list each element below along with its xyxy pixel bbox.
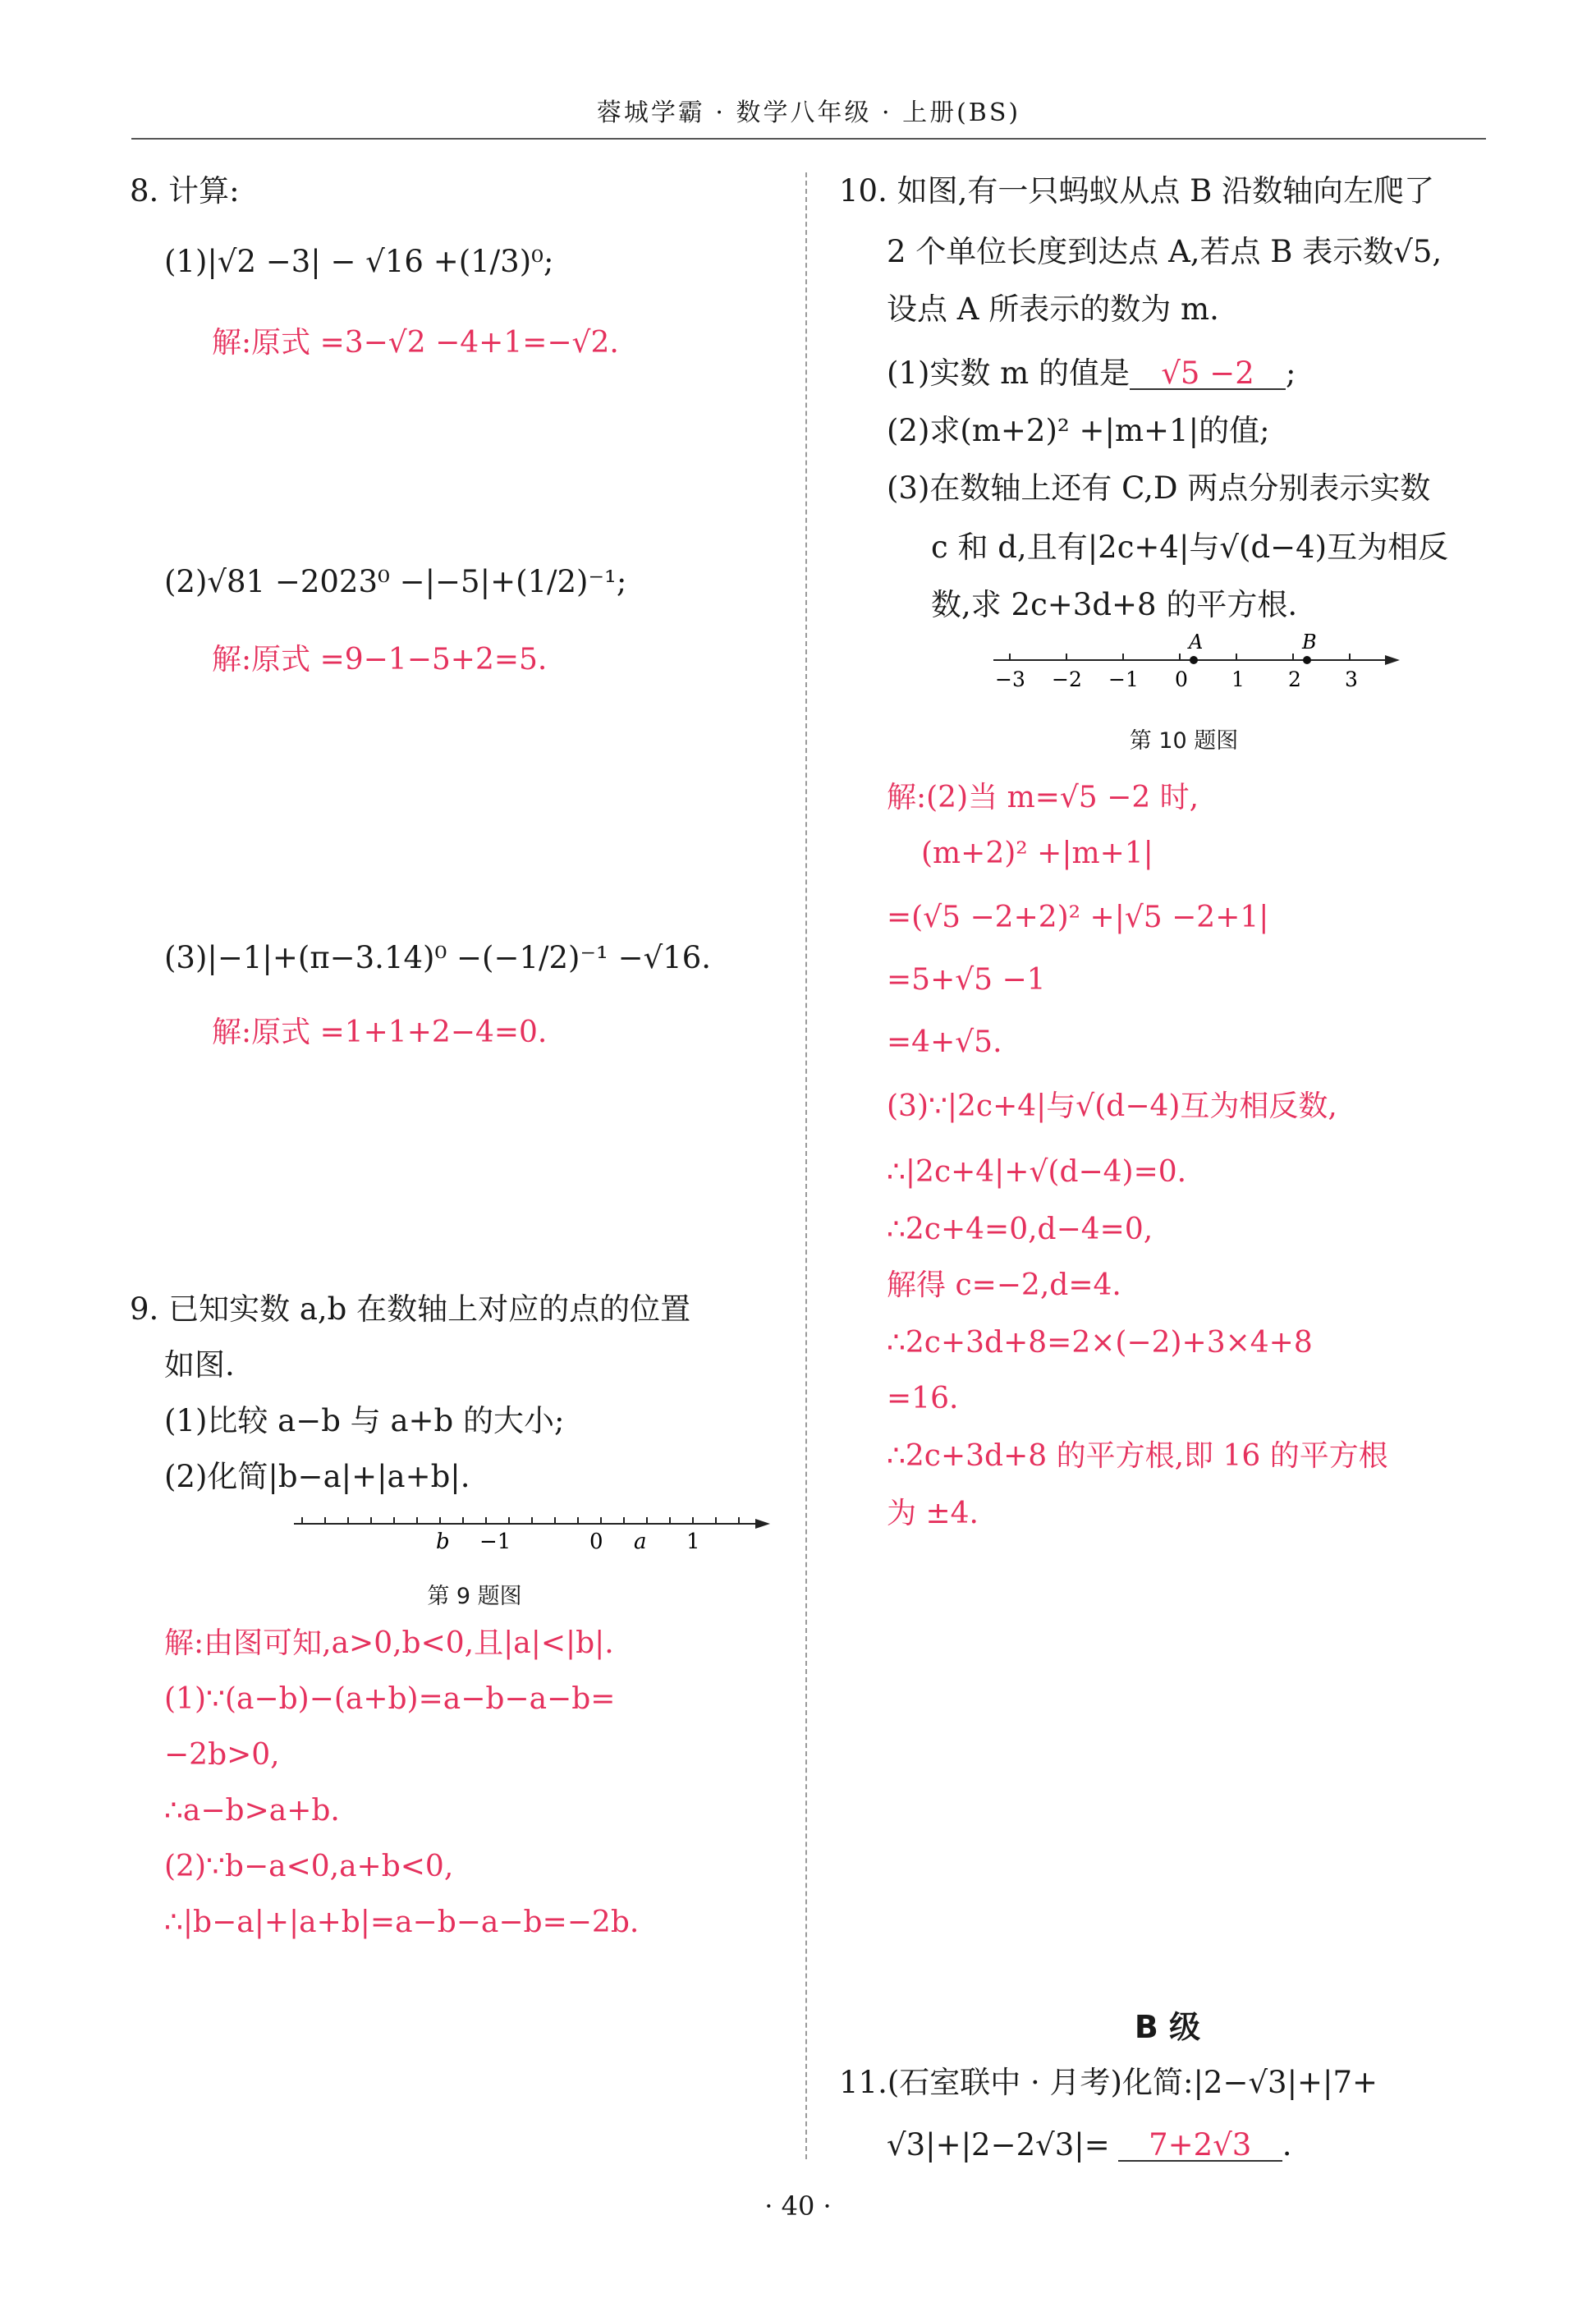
q10-part1-answer: √5 −2: [1161, 355, 1254, 391]
q10-axis-label-3: 3: [1345, 667, 1358, 691]
q10-axis-label-neg2: −2: [1052, 667, 1082, 691]
q10-axis-label-0: 0: [1175, 667, 1188, 691]
q11-prompt: √3|+|2−2√3|=: [887, 2127, 1110, 2163]
q10-part3-line2: c 和 d,且有|2c+4|与√(d−4)互为相反: [931, 530, 1449, 565]
q10-answer-line7: ∴|2c+4|+√(d−4)=0.: [887, 1155, 1187, 1189]
q9-answer-line2: (1)∵(a−b)−(a+b)=a−b−a−b=: [164, 1682, 616, 1716]
q10-answer-line1: 解:(2)当 m=√5 −2 时,: [887, 781, 1199, 814]
q10-answer-line13: 为 ±4.: [887, 1497, 979, 1530]
q10-part3-line3: 数,求 2c+3d+8 的平方根.: [931, 587, 1298, 622]
q10-answer-line8: ∴2c+4=0,d−4=0,: [887, 1213, 1153, 1246]
q10-axis-label-neg1: −1: [1108, 667, 1139, 691]
q10-axis-label-neg3: −3: [995, 667, 1025, 691]
q10-answer-line3: =(√5 −2+2)² +|√5 −2+1|: [887, 901, 1269, 934]
q9-answer-line5: (2)∵b−a<0,a+b<0,: [164, 1850, 454, 1883]
q10-axis-label-1: 1: [1231, 667, 1245, 691]
q10-answer-line4: =5+√5 −1: [887, 963, 1046, 997]
q10-part1-prompt: (1)实数 m 的值是: [887, 355, 1130, 391]
column-divider: [805, 172, 807, 2159]
q10-answer-line6: (3)∵|2c+4|与√(d−4)互为相反数,: [887, 1089, 1337, 1123]
q10-line2: 2 个单位长度到达点 A,若点 B 表示数√5,: [887, 234, 1442, 269]
q10-answer-line11: =16.: [887, 1382, 959, 1415]
q9-axis-label-neg1: −1: [479, 1530, 511, 1554]
q10-line3: 设点 A 所表示的数为 m.: [887, 291, 1219, 327]
q10-answer-line9: 解得 c=−2,d=4.: [887, 1268, 1121, 1302]
q10-part2: (2)求(m+2)² +|m+1|的值;: [887, 413, 1270, 448]
q8-part3: (3)|−1|+(π−3.14)⁰ −(−1/2)⁻¹ −√16.: [164, 940, 712, 975]
q10-part3-line1: (3)在数轴上还有 C,D 两点分别表示实数: [887, 470, 1431, 506]
q9-axis-label-1: 1: [686, 1530, 700, 1554]
q9-axis-label-0: 0: [589, 1530, 603, 1554]
q9-line3: (1)比较 a−b 与 a+b 的大小;: [164, 1403, 565, 1438]
q9-number-line: [286, 1507, 778, 1565]
q9-answer-line3: −2b>0,: [164, 1738, 280, 1772]
q8-answer3: 解:原式 =1+1+2−4=0.: [212, 1016, 548, 1049]
level-b-heading: B 级: [1134, 2009, 1201, 2045]
q10-figure-caption: 第 10 题图: [1129, 728, 1239, 754]
q9-line1: 9. 已知实数 a,b 在数轴上对应的点的位置: [130, 1291, 691, 1327]
q10-number-line: [985, 634, 1412, 699]
page-number: · 40 ·: [764, 2190, 832, 2222]
q10-point-label-b: B: [1302, 634, 1317, 654]
q10-answer-line12: ∴2c+3d+8 的平方根,即 16 的平方根: [887, 1439, 1388, 1473]
q9-answer-line4: ∴a−b>a+b.: [164, 1794, 340, 1828]
q11-end: .: [1282, 2127, 1292, 2163]
q9-line4: (2)化简|b−a|+|a+b|.: [164, 1459, 470, 1494]
q9-answer-line1: 解:由图可知,a>0,b<0,且|a|<|b|.: [164, 1626, 614, 1660]
q10-axis-label-2: 2: [1288, 667, 1301, 691]
q10-line1: 10. 如图,有一只蚂蚁从点 B 沿数轴向左爬了: [839, 173, 1435, 209]
q10-answer-line2: (m+2)² +|m+1|: [921, 837, 1153, 870]
q11-answer: 7+2√3: [1149, 2127, 1252, 2163]
q10-point-b: [1303, 656, 1311, 664]
q10-part1-end: ;: [1286, 355, 1296, 391]
q10-part1-blank: [1130, 355, 1286, 391]
q10-point-label-a: A: [1189, 634, 1204, 654]
header-rule: [131, 138, 1486, 140]
q9-line2: 如图.: [164, 1347, 235, 1383]
q11-line2: [887, 2127, 1292, 2163]
q8-part1: (1)|√2 −3| − √16 +(1/3)⁰;: [164, 244, 554, 279]
q8-answer1: 解:原式 =3−√2 −4+1=−√2.: [212, 326, 619, 360]
q11-blank: [1118, 2127, 1282, 2163]
q10-part1: [887, 355, 1296, 391]
q8-answer2: 解:原式 =9−1−5+2=5.: [212, 643, 548, 677]
page-header: 蓉城学霸 · 数学八年级 · 上册(BS): [596, 99, 1021, 127]
q9-axis-label-b: b: [436, 1530, 450, 1554]
q11-line1: 11.(石室联中 · 月考)化简:|2−√3|+|7+: [839, 2065, 1378, 2100]
q8-part2: (2)√81 −2023⁰ −|−5|+(1/2)⁻¹;: [164, 564, 627, 599]
q9-figure-caption: 第 9 题图: [427, 1584, 522, 1609]
q9-axis-label-a: a: [634, 1530, 647, 1554]
q9-answer-line6: ∴|b−a|+|a+b|=a−b−a−b=−2b.: [164, 1906, 640, 1939]
q8-title: 8. 计算:: [130, 173, 240, 209]
q10-point-a: [1190, 656, 1198, 664]
q10-answer-line10: ∴2c+3d+8=2×(−2)+3×4+8: [887, 1326, 1313, 1360]
q10-answer-line5: =4+√5.: [887, 1025, 1002, 1059]
